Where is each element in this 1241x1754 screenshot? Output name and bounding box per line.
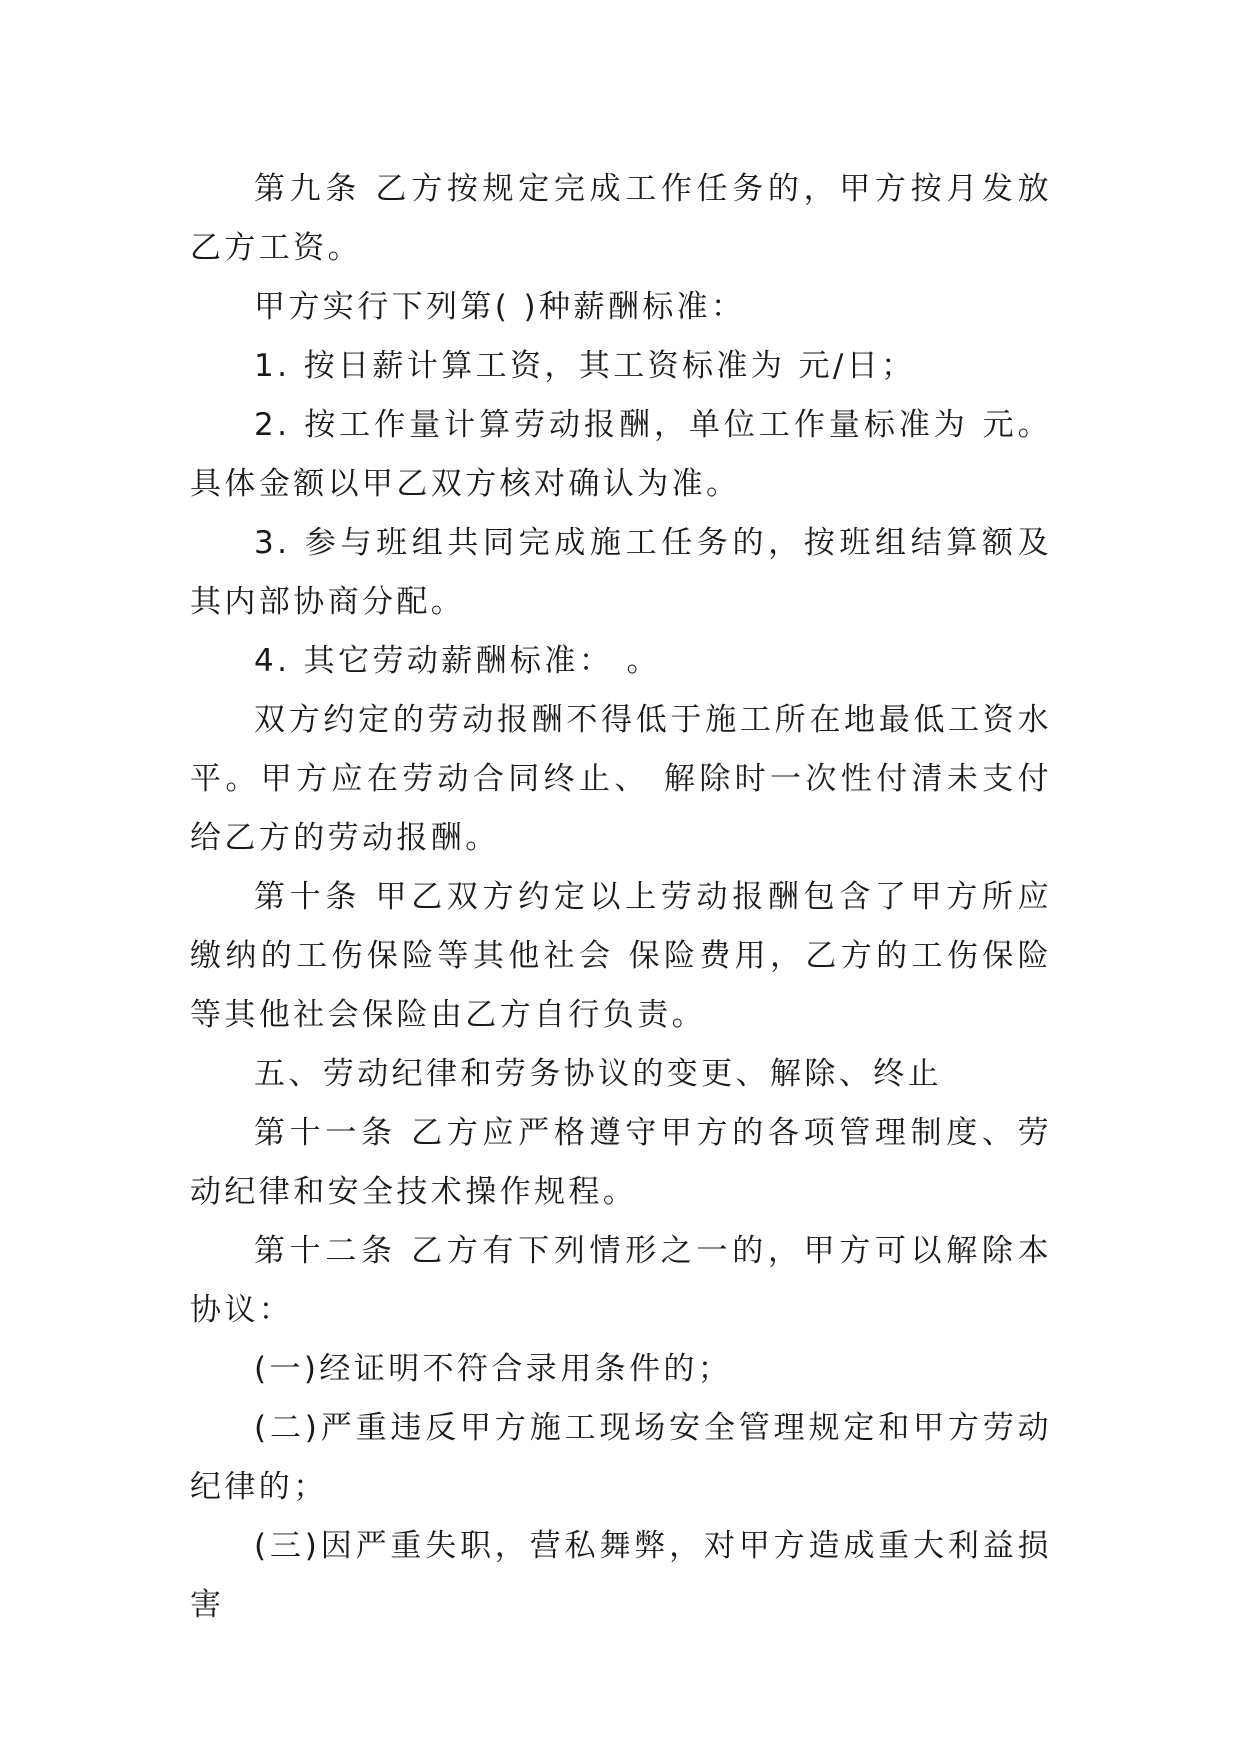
section-5-heading: 五、劳动纪律和劳务协议的变更、解除、终止: [254, 1056, 942, 1092]
minimum-wage-paragraph: 双方约定的劳动报酬不得低于施工所在地最低工资水平。甲方应在劳动合同终止、 解除时一次性付清未支付给乙方的劳动报酬。: [190, 702, 1052, 856]
salary-option-1: 1. 按日薪计算工资，其工资标准为 元/日；: [254, 348, 916, 384]
salary-standard-choice: 甲方实行下列第( )种薪酬标准：: [254, 289, 746, 325]
article-12-item-3: (三)因严重失职，营私舞弊，对甲方造成重大利益损害: [190, 1528, 1052, 1623]
salary-option-3: 3. 参与班组共同完成施工任务的，按班组结算额及其内部协商分配。: [190, 525, 1052, 620]
salary-option-4: 4. 其它劳动薪酬标准： 。: [254, 643, 661, 679]
article-12-paragraph: 第十二条 乙方有下列情形之一的，甲方可以解除本协议：: [190, 1233, 1052, 1328]
document-body: [190, 160, 1052, 1635]
article-9-paragraph: 第九条 乙方按规定完成工作任务的，甲方按月发放乙方工资。: [190, 171, 1052, 266]
article-12-item-1: (一)经证明不符合录用条件的；: [254, 1351, 733, 1387]
article-10-paragraph: 第十条 甲乙双方约定以上劳动报酬包含了甲方所应缴纳的工伤保险等其他社会 保险费用，乙方的工伤保险等其他社会保险由乙方自行负责。: [190, 879, 1052, 1033]
article-12-item-2: (二)严重违反甲方施工现场安全管理规定和甲方劳动纪律的；: [190, 1410, 1052, 1505]
salary-option-2: 2. 按工作量计算劳动报酬，单位工作量标准为 元。具体金额以甲乙双方核对确认为准。: [190, 407, 1052, 502]
article-11-paragraph: 第十一条 乙方应严格遵守甲方的各项管理制度、劳动纪律和安全技术操作规程。: [190, 1115, 1052, 1210]
